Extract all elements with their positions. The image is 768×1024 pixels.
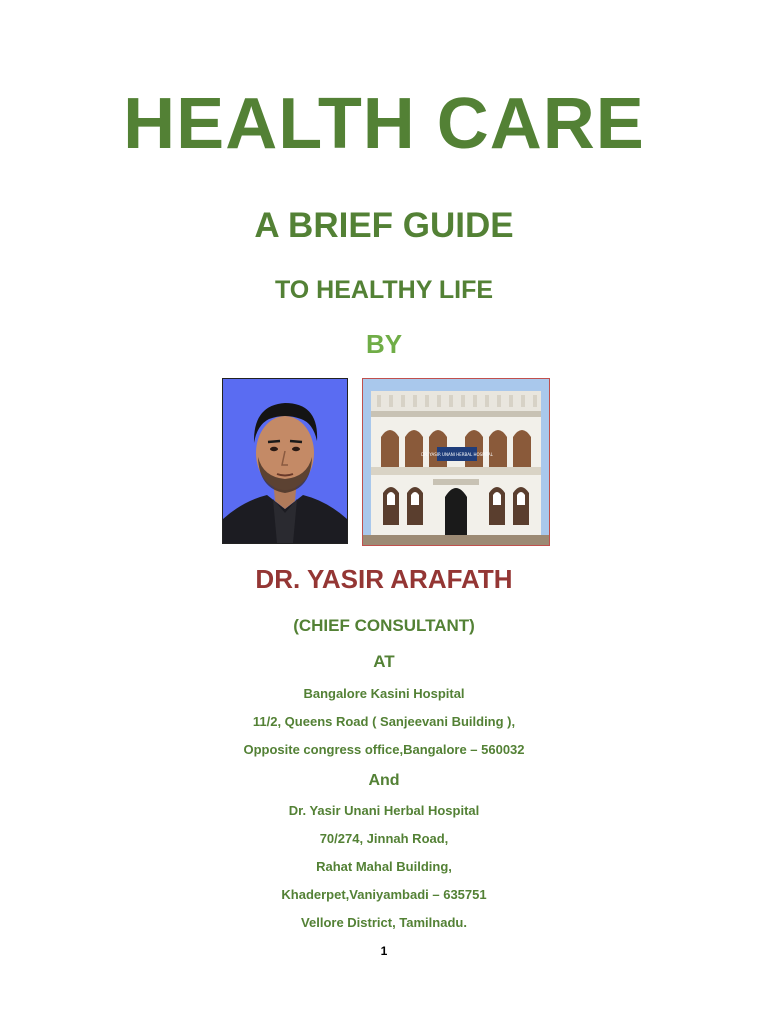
at-label: AT bbox=[373, 652, 395, 671]
hospital-2-address-line-2: Rahat Mahal Building, bbox=[316, 859, 452, 874]
author-portrait-photo bbox=[222, 378, 348, 544]
author-role: (CHIEF CONSULTANT) bbox=[293, 616, 475, 635]
hospital-2-name: Dr. Yasir Unani Herbal Hospital bbox=[288, 803, 480, 818]
author-name: DR. YASIR ARAFATH bbox=[255, 564, 513, 594]
cover-subtitle: A BRIEF GUIDE bbox=[254, 206, 514, 245]
and-label: And bbox=[368, 772, 400, 789]
hospital-1-address-line-1: 11/2, Queens Road ( Sanjeevani Building ), bbox=[252, 714, 516, 729]
hospital-2-address-line-4: Vellore District, Tamilnadu. bbox=[301, 915, 467, 930]
cover-subtitle-2: TO HEALTHY LIFE bbox=[274, 276, 494, 304]
hospital-building-photo bbox=[362, 378, 550, 546]
hospital-2-address-line-1: 70/274, Jinnah Road, bbox=[319, 831, 449, 846]
hospital-1-address-line-2: Opposite congress office,Bangalore – 560032 bbox=[243, 742, 525, 757]
by-label: BY bbox=[365, 329, 403, 359]
hospital-1-name: Bangalore Kasini Hospital bbox=[303, 686, 465, 701]
hospital-sign-text: DR. YASIR UNANI HERBAL HOSPITAL bbox=[421, 452, 493, 457]
cover-title: HEALTH CARE bbox=[123, 84, 645, 164]
page-number: 1 bbox=[380, 944, 388, 958]
hospital-2-address-line-3: Khaderpet,Vaniyambadi – 635751 bbox=[281, 887, 487, 902]
